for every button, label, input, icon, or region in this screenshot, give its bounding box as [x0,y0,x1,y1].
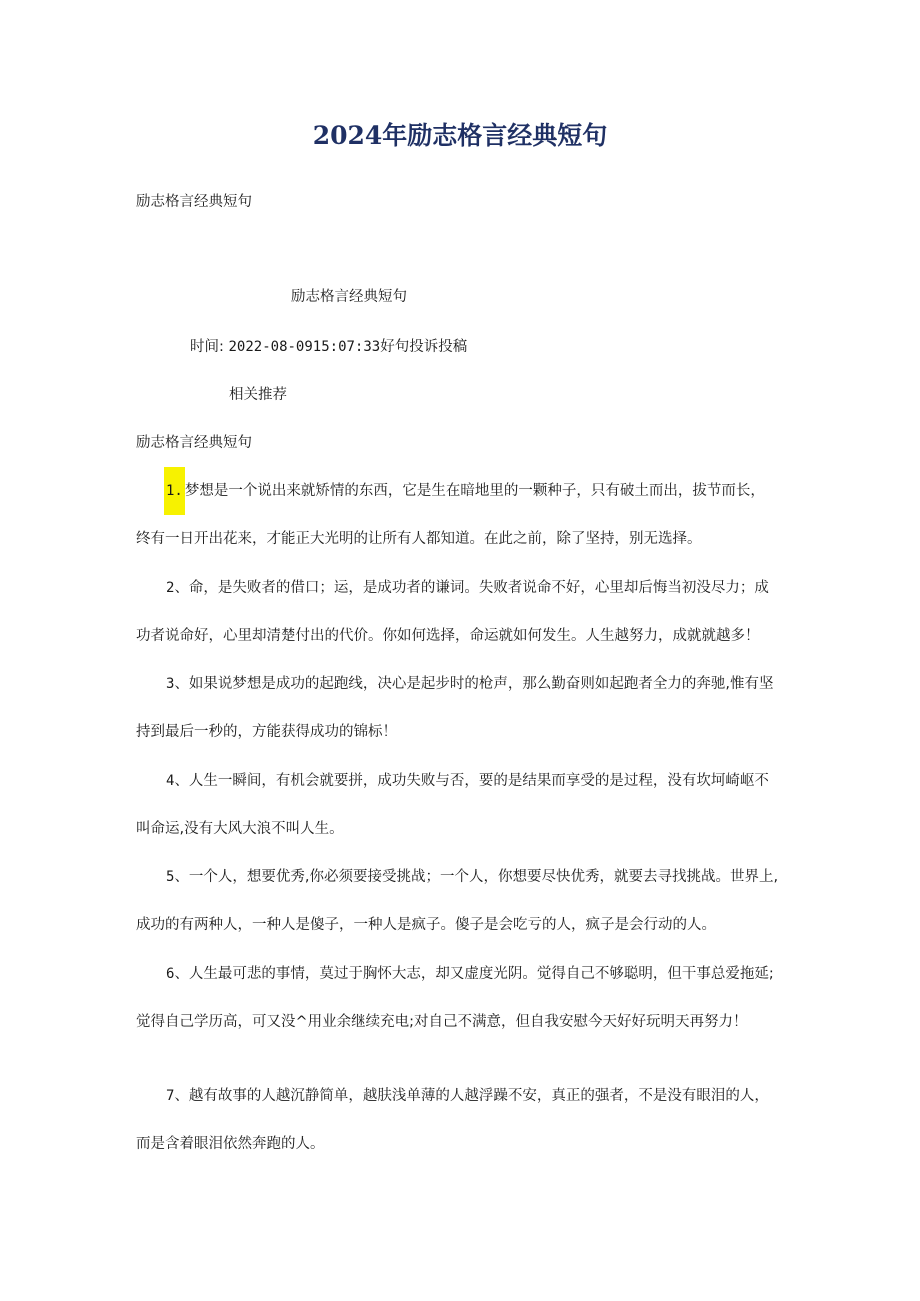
center-heading: 励志格言经典短句 [291,289,407,305]
quote-text: 、如果说梦想是成功的起跑线，决心是起步时的枪声，那么勤奋则如起跑者全力的奔驰,惟有坚 [174,676,774,692]
quote-text: 、人生最可悲的事情，莫过于胸怀大志，却又虚度光阴。觉得自己不够聪明，但干事总爱拖延; [174,966,774,982]
quote-line-2: 成功的有两种人，一种人是傻子，一种人是疯子。傻子是会吃亏的人，疯子是会行动的人。 [136,917,716,933]
quote-paragraph-6 [136,950,786,1046]
section-heading: 励志格言经典短句 [136,435,252,451]
quote-text: 、命，是失败者的借口；运，是成功者的谦词。失败者说命不好，心里却后悔当初没尽力；成 [174,580,769,596]
quote-number: 6 [166,966,175,982]
quote-number-highlight: 1. [164,467,185,515]
quote-line-2: 功者说命好，心里却清楚付出的代价。你如何选择，命运就如何发生。人生越努力，成就就越多！ [136,628,760,644]
quote-number: 3 [166,676,175,692]
quote-number: 5 [166,869,175,885]
quote-line-1 [136,660,786,708]
subtitle: 励志格言经典短句 [136,194,252,210]
quote-number: 7 [166,1088,175,1104]
quote-paragraph-3 [136,660,786,756]
quote-line-1 [136,853,786,901]
quote-line-2: 而是含着眼泪依然奔跑的人。 [136,1136,325,1152]
quote-text: 、人生一瞬间，有机会就要拼，成功失败与否，要的是结果而享受的是过程，没有坎坷崎岖不 [174,773,769,789]
meta-line [190,337,467,357]
quote-paragraph-7 [136,1072,786,1168]
quote-line-1 [136,950,786,998]
quote-number: 2 [166,580,175,596]
quote-paragraph-4 [136,757,786,853]
quote-line-2: 觉得自己学历高，可又没^用业余继续充电;对自己不满意，但自我安慰今天好好玩明天再努力！ [136,1014,748,1030]
quote-line-2: 终有一日开出花来，才能正大光明的让所有人都知道。在此之前，除了坚持，别无选择。 [136,531,702,547]
quote-line-1 [136,1072,786,1120]
related-recommendations: 相关推荐 [229,387,287,403]
quote-paragraph-5 [136,853,786,949]
quote-text: 梦想是一个说出来就矫情的东西，它是生在暗地里的一颗种子，只有破土而出，拔节而长， [184,483,765,499]
page-title: 2024年励志格言经典短句 [312,121,608,150]
quote-line-2: 持到最后一秒的，方能获得成功的锦标！ [136,724,397,740]
quote-number: 4 [166,773,175,789]
quote-text: 、一个人，想要优秀,你必须要接受挑战；一个人，你想要尽快优秀，就要去寻找挑战。世界上, [174,869,779,885]
quote-text: 、越有故事的人越沉静简单，越肤浅单薄的人越浮躁不安，真正的强者，不是没有眼泪的人， [174,1088,769,1104]
quote-paragraph-1 [136,467,786,563]
quote-line-1 [136,467,786,515]
quote-paragraph-2 [136,564,786,660]
quote-line-1 [136,757,786,805]
time-label: 时间: [190,339,224,355]
quote-line-2: 叫命运,没有大风大浪不叫人生。 [136,821,344,837]
quote-line-1 [136,564,786,612]
time-value: 2022-08-0915:07:33 [228,339,381,355]
source-label: 好句投诉投稿 [380,339,468,355]
